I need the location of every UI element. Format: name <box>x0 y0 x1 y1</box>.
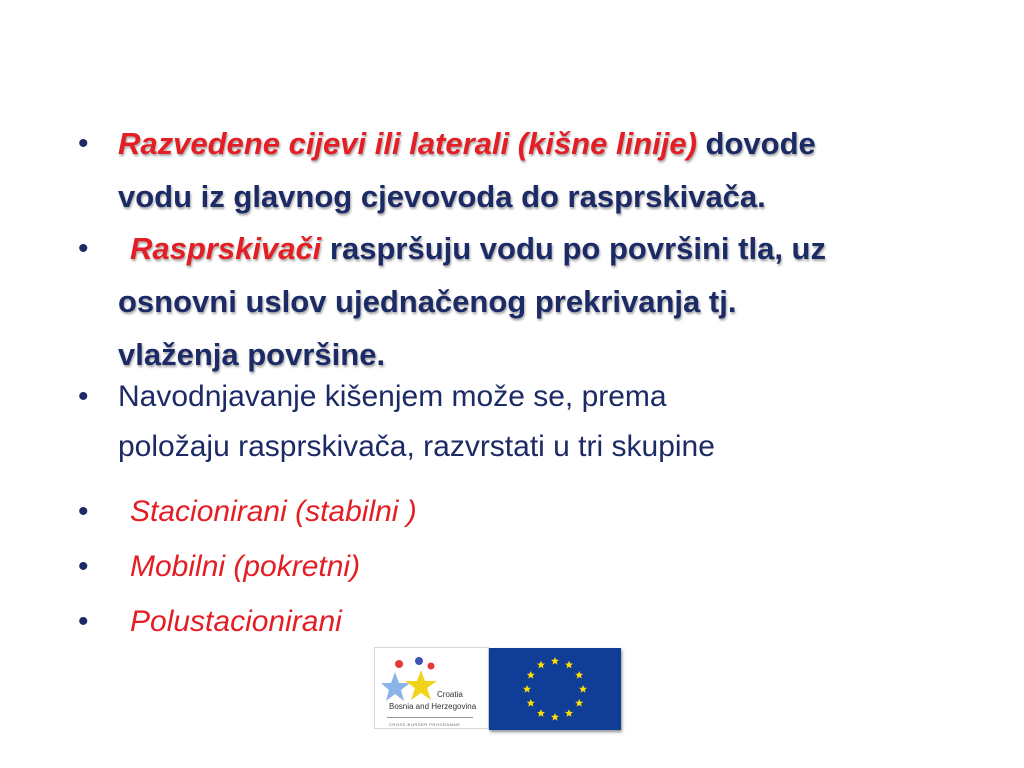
logo-divider <box>387 717 473 718</box>
bullet-marker: • <box>78 232 89 265</box>
bullet-marker: • <box>78 550 89 583</box>
paragraph-text: raspršuju vodu po površini tla, uz <box>321 231 826 266</box>
logo-text-bih: Bosnia and Herzegovina <box>389 702 477 711</box>
paragraph-text: osnovni uslov ujednačenog prekrivanja tj. <box>118 284 737 319</box>
eu-stars-icon <box>489 648 621 730</box>
logo-text-programme: CROSS-BORDER PROGRAMME <box>389 722 461 727</box>
list-item: Polustacionirani <box>130 605 342 638</box>
term-laterali: Razvedene cijevi ili laterali (kišne linije) <box>118 126 697 161</box>
list-item: Mobilni (pokretni) <box>130 550 361 583</box>
paragraph-laterali <box>118 117 1024 223</box>
list-item: Stacionirani (stabilni ) <box>130 495 417 528</box>
term-rasprskivaci: Rasprskivači <box>130 231 322 266</box>
bullet-marker: • <box>78 380 89 413</box>
bullet-marker: • <box>78 605 89 638</box>
paragraph-text: vodu iz glavnog cjevovoda do rasprskivača. <box>118 179 766 214</box>
paragraph-text: vlaženja površine. <box>118 337 386 372</box>
paragraph-rasprskivaci <box>118 222 1024 381</box>
bullet-marker: • <box>78 127 89 160</box>
bullet-marker: • <box>78 495 89 528</box>
program-logo <box>374 647 489 729</box>
paragraph-text: Navodnjavanje kišenjem može se, prema <box>118 380 667 413</box>
paragraph-text: dovode <box>696 126 816 161</box>
paragraph-podjela <box>118 372 1024 472</box>
eu-flag <box>489 648 621 730</box>
logo-text-croatia: Croatia <box>437 690 463 699</box>
paragraph-text: položaju rasprskivača, razvrstati u tri skupine <box>118 430 715 463</box>
